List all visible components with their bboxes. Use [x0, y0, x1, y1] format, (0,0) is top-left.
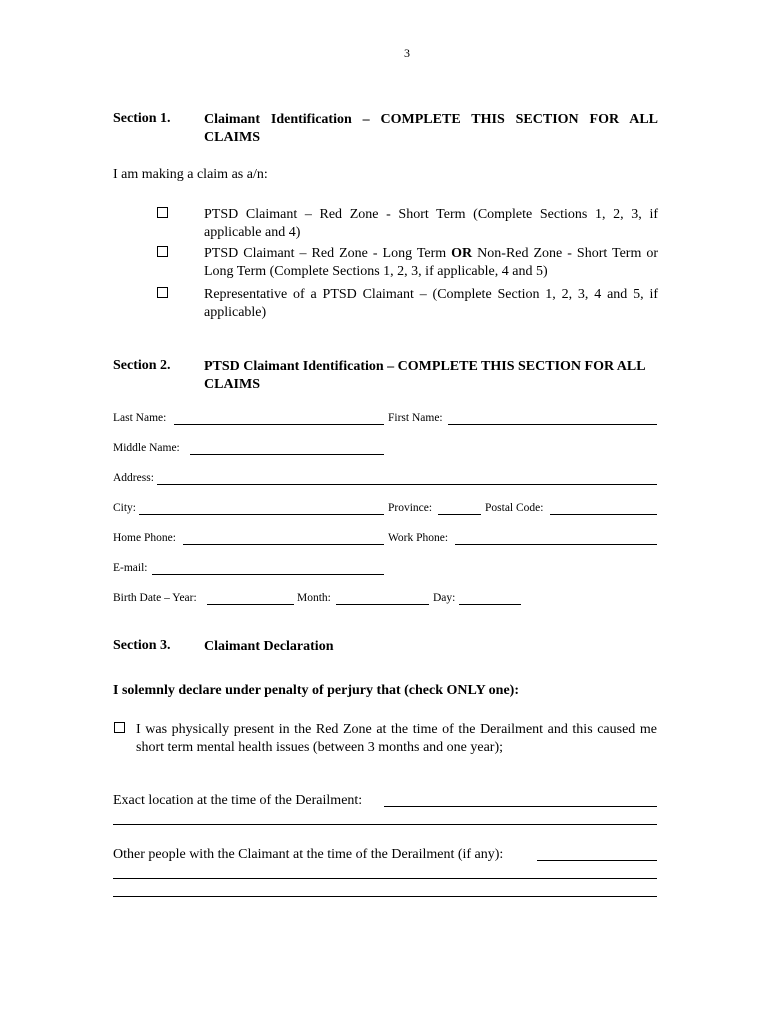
- section-1-number: Section 1.: [113, 111, 171, 126]
- postal-code-label: Postal Code:: [485, 502, 544, 514]
- section-2-number: Section 2.: [113, 358, 171, 373]
- address-label: Address:: [113, 472, 154, 484]
- last-name-label: Last Name:: [113, 412, 167, 424]
- claim-option-checkbox-2[interactable]: [157, 246, 168, 257]
- work-phone-field[interactable]: [455, 544, 657, 545]
- last-name-field[interactable]: [174, 424, 384, 425]
- claim-option-2-part-a: PTSD Claimant – Red Zone - Long Term: [204, 246, 452, 261]
- claim-option-label-2: [204, 245, 658, 281]
- claim-option-2-part-b: Non-Red Zone - Short Term or Long Term (Complete Sections 1, 2, 3, if applicable, 4 and 5): [204, 246, 658, 279]
- declaration-option-label: I was physically present in the Red Zone at the time of the Derailment and this caused me short term mental health issues (between 3 months and one year);: [136, 722, 657, 755]
- province-field[interactable]: [438, 514, 481, 515]
- other-people-field-line-2[interactable]: [113, 878, 657, 879]
- claim-option-checkbox-3[interactable]: [157, 287, 168, 298]
- section-1-title: Claimant Identification – COMPLETE THIS SECTION FOR ALL CLAIMS: [204, 112, 658, 145]
- declaration-heading: I solemnly declare under penalty of perjury that (check ONLY one):: [113, 683, 519, 698]
- email-field[interactable]: [152, 574, 384, 575]
- city-label: City:: [113, 502, 137, 514]
- section-2-title: PTSD Claimant Identification – COMPLETE THIS SECTION FOR ALL CLAIMS: [204, 359, 645, 392]
- address-field[interactable]: [157, 484, 657, 485]
- middle-name-label: Middle Name:: [113, 442, 180, 454]
- work-phone-label: Work Phone:: [388, 532, 449, 544]
- province-label: Province:: [388, 502, 433, 514]
- home-phone-label: Home Phone:: [113, 532, 176, 544]
- claim-option-2-or: OR: [451, 246, 473, 261]
- section-3-number: Section 3.: [113, 638, 171, 653]
- first-name-field[interactable]: [448, 424, 657, 425]
- exact-location-label: Exact location at the time of the Derailment:: [113, 793, 363, 808]
- city-field[interactable]: [139, 514, 384, 515]
- birth-year-label: Birth Date – Year:: [113, 592, 197, 604]
- birth-day-label: Day:: [433, 592, 456, 604]
- other-people-label: Other people with the Claimant at the time of the Derailment (if any):: [113, 847, 504, 862]
- other-people-field-line-3[interactable]: [113, 896, 657, 897]
- birth-month-field[interactable]: [336, 604, 429, 605]
- declaration-option-checkbox[interactable]: [114, 722, 125, 733]
- claim-type-intro: I am making a claim as a/n:: [113, 167, 268, 182]
- claim-option-checkbox-1[interactable]: [157, 207, 168, 218]
- section-3-title: Claimant Declaration: [204, 639, 334, 654]
- birth-day-field[interactable]: [459, 604, 521, 605]
- email-label: E-mail:: [113, 562, 148, 574]
- page-number: 3: [404, 46, 410, 60]
- first-name-label: First Name:: [388, 412, 443, 424]
- postal-code-field[interactable]: [550, 514, 657, 515]
- birth-month-label: Month:: [297, 592, 331, 604]
- exact-location-field[interactable]: [384, 806, 657, 807]
- home-phone-field[interactable]: [183, 544, 384, 545]
- claim-option-label-1: PTSD Claimant – Red Zone - Short Term (Complete Sections 1, 2, 3, if applicable and 4): [204, 207, 658, 240]
- exact-location-field-line-2[interactable]: [113, 824, 657, 825]
- other-people-field[interactable]: [537, 860, 657, 861]
- birth-year-field[interactable]: [207, 604, 294, 605]
- claim-option-label-3: Representative of a PTSD Claimant – (Complete Section 1, 2, 3, 4 and 5, if applicable): [204, 287, 658, 320]
- middle-name-field[interactable]: [190, 454, 384, 455]
